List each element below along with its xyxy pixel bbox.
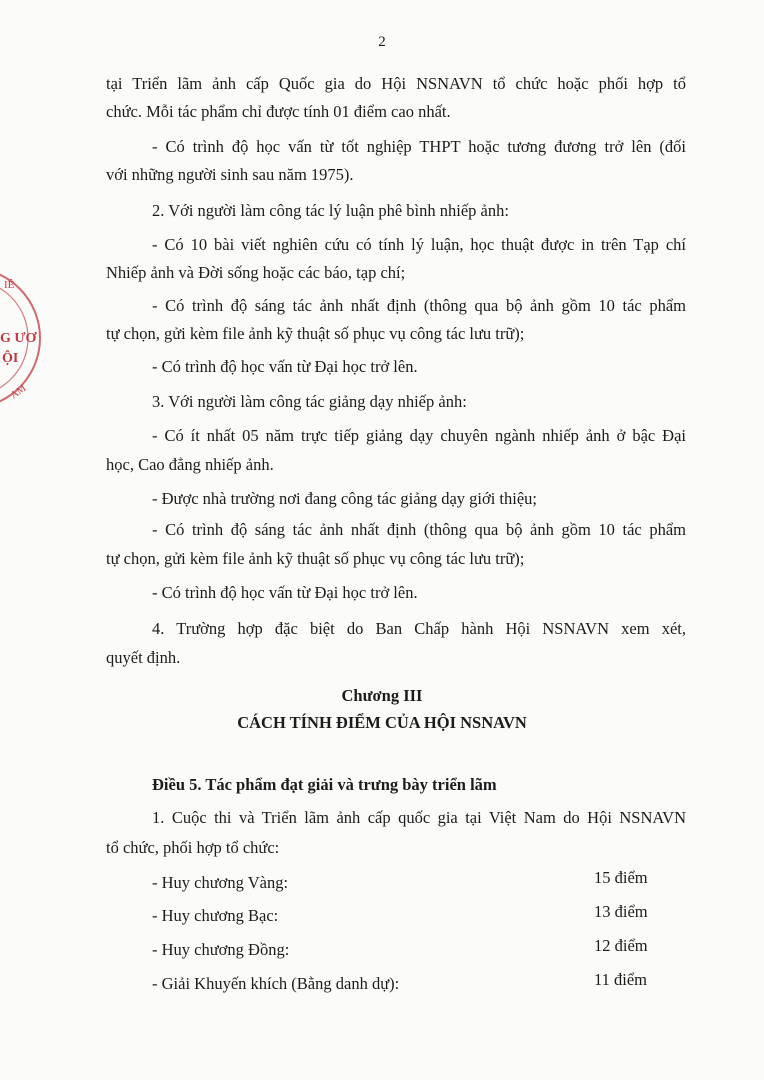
section-item-3: 3. Với người làm công tác giảng dạy nhiếp ảnh: xyxy=(152,392,467,411)
body-line: tự chọn, gửi kèm file ảnh kỹ thuật số phục vụ công tác lưu trữ); xyxy=(106,324,525,343)
section-item-2: 2. Với người làm công tác lý luận phê bình nhiếp ảnh: xyxy=(152,201,509,220)
body-line: - Có trình độ học vấn từ Đại học trở lên. xyxy=(152,583,418,602)
body-line: tự chọn, gửi kèm file ảnh kỹ thuật số phục vụ công tác lưu trữ); xyxy=(106,549,525,568)
section-item-4: 4. Trường hợp đặc biệt do Ban Chấp hành Hội NSNAVN xem xét, xyxy=(152,619,686,638)
article-heading: Điều 5. Tác phẩm đạt giải và trưng bày triển lãm xyxy=(152,775,497,794)
body-line: - Có ít nhất 05 năm trực tiếp giảng dạy chuyên ngành nhiếp ảnh ở bậc Đại xyxy=(152,426,686,445)
award-label: - Huy chương Vàng: xyxy=(152,873,289,892)
svg-text:ỘI: ỘI xyxy=(2,351,19,366)
chapter-label: Chương III xyxy=(341,686,423,705)
award-points: 12 điểm xyxy=(594,936,648,955)
chapter-title: CÁCH TÍNH ĐIỂM CỦA HỘI NSNAVN xyxy=(237,713,527,732)
body-line: - Có trình độ sáng tác ảnh nhất định (thông qua bộ ảnh gồm 10 tác phẩm xyxy=(152,296,686,315)
award-label: - Huy chương Bạc: xyxy=(152,906,279,925)
body-line: 1. Cuộc thi và Triển lãm ảnh cấp quốc gia tại Việt Nam do Hội NSNAVN xyxy=(152,808,686,827)
body-line: - Có 10 bài viết nghiên cứu có tính lý luận, học thuật được in trên Tạp chí xyxy=(152,235,686,254)
red-seal-stamp xyxy=(0,268,60,418)
body-line: chức. Mỗi tác phẩm chỉ được tính 01 điểm cao nhất. xyxy=(106,102,451,121)
award-points: 11 điểm xyxy=(594,970,648,989)
award-label: - Giải Khuyến khích (Bằng danh dự): xyxy=(152,974,400,993)
award-label: - Huy chương Đồng: xyxy=(152,940,290,959)
body-line: học, Cao đẳng nhiếp ảnh. xyxy=(106,455,274,474)
body-line: với những người sinh sau năm 1975). xyxy=(106,165,354,184)
body-line: - Được nhà trường nơi đang công tác giảng dạy giới thiệu; xyxy=(152,489,537,508)
svg-text:IÊ: IÊ xyxy=(4,279,15,291)
body-line: Nhiếp ảnh và Đời sống hoặc các báo, tạp chí; xyxy=(106,263,406,282)
page-number: 2 xyxy=(378,34,386,50)
body-line: - Có trình độ học vấn từ tốt nghiệp THPT hoặc tương đương trở lên (đối xyxy=(152,137,686,156)
award-points: 15 điểm xyxy=(594,868,648,887)
body-line: - Có trình độ sáng tác ảnh nhất định (thông qua bộ ảnh gồm 10 tác phẩm xyxy=(152,520,686,539)
award-points: 13 điểm xyxy=(594,902,648,921)
svg-text:G ƯƠ: G ƯƠ xyxy=(0,331,37,346)
body-line: - Có trình độ học vấn từ Đại học trở lên. xyxy=(152,357,418,376)
body-line: tại Triển lãm ảnh cấp Quốc gia do Hội NSNAVN tổ chức hoặc phối hợp tổ xyxy=(106,74,686,93)
svg-text:AM: AM xyxy=(8,382,29,402)
body-line: tổ chức, phối hợp tổ chức: xyxy=(106,838,280,857)
body-line: quyết định. xyxy=(106,648,181,667)
